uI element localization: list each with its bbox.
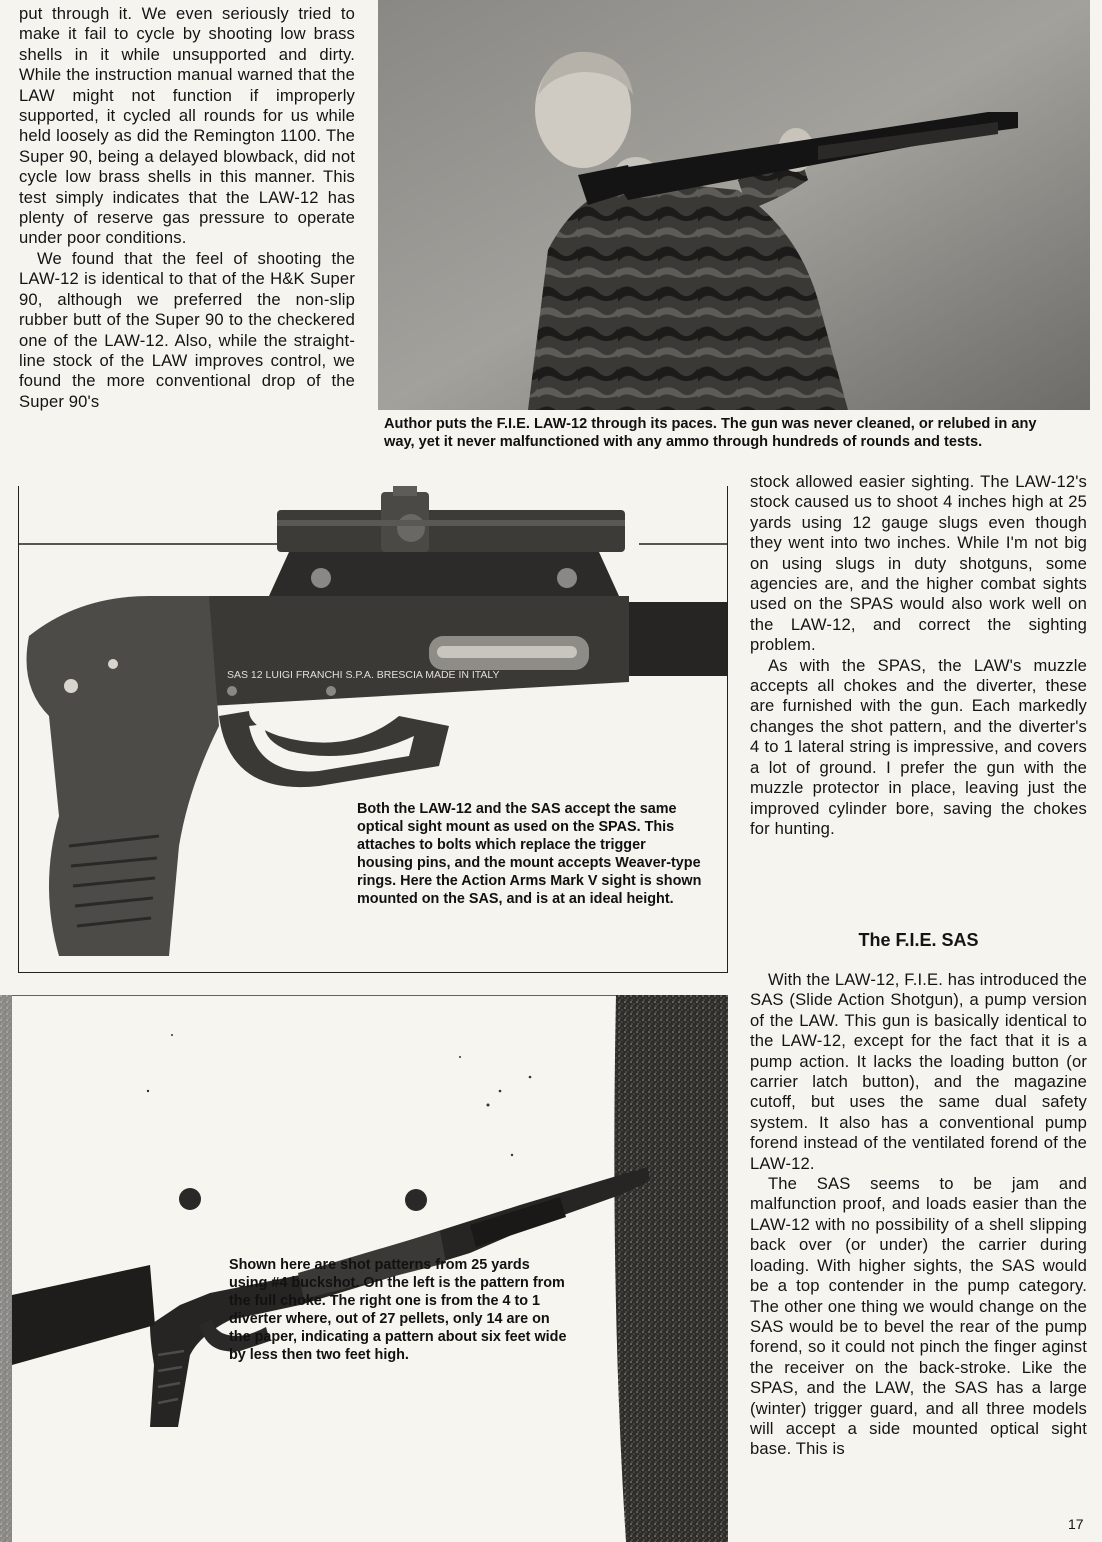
paragraph: With the LAW-12, F.I.E. has introduced the SAS (Slide Action Shotgun), a pump version of the LAW. This gun is basically identical to the LAW-12, except for the fact that it is a pump action. It lacks the loading button (or carrier latch button), and the magazine cutoff, but uses the same dual safety system. It also has a conventional pump forend instead of the ventilated forend of the LAW-12. <box>750 970 1087 1173</box>
photo-sas-sight-mount <box>18 486 728 973</box>
receiver-marking: SAS 12 LUIGI FRANCHI S.P.A. BRESCIA MADE IN ITALY <box>227 669 500 681</box>
paragraph: The SAS seems to be jam and malfunction proof, and loads easier than the LAW-12 with no possibility of a shell slipping back over (or under) the carrier during loading. With higher sights, the SAS would be a top contender in the pump category. The other one thing we would change on the SAS would be to bevel the rear of the pump forend, so it could not pinch the finger aginst the receiver on the back-stroke. Like the SPAS, and the LAW, the SAS has a large (winter) trigger guard, and all three models will accept a side mounted optical sight base. This is <box>750 1174 1087 1459</box>
left-column-text <box>19 4 355 412</box>
right-column-lower-text <box>750 970 1087 1460</box>
photo-author-shooting <box>378 0 1090 410</box>
section-heading: The F.I.E. SAS <box>858 930 979 950</box>
paragraph: We found that the feel of shooting the LAW-12 is identical to that of the H&K Super 90, although we preferred the non-slip rubber butt of the Super 90 to the checkered one of the LAW-12. Also, while the straight-line stock of the LAW improves control, we found the more conventional drop of the Super 90's <box>19 248 355 411</box>
photo-shot-patterns <box>0 995 728 1542</box>
paragraph: As with the SPAS, the LAW's muzzle accepts all chokes and the diverter, these are furnished with the gun. Each markedly changes the shot pattern, and the diverter's 4 to 1 lateral string is impressive, and covers a lot of ground. I prefer the gun with the muzzle protector in place, leaving just the improved cylinder bore, saving the chokes for hunting. <box>750 655 1087 838</box>
caption-sight-mount: Both the LAW-12 and the SAS accept the same optical sight mount as used on the SPAS. This attaches to bolts which replace the trigger housing pins, and the mount accepts Weaver-type rings. Here the Action Arms Mark V sight is shown mounted on the SAS, and is at an ideal height. <box>357 801 702 907</box>
paragraph: stock allowed easier sighting. The LAW-12's stock caused us to shoot 4 inches high at 25 yards using 12 gauge slugs even though they went into two inches. While I'm not big on using slugs in duty shotguns, some agencies are, and the higher combat sights used on the SPAS would also work well on the LAW-12, and correct the sighting problem. <box>750 472 1087 655</box>
author-shooting-image <box>378 0 1090 410</box>
page-number: 17 <box>1068 1516 1084 1532</box>
right-column-upper-text <box>750 472 1087 839</box>
paragraph: put through it. We even seriously tried to make it fail to cycle by shooting low brass shells in it while unsupported and dirty. While the instruction manual warned that the LAW might not function if improperly supported, it cycled all rounds for us while held loosely as did the Remington 1100. The Super 90, being a delayed blowback, did not cycle low brass shells in this manner. This test simply indicates that the LAW-12 has plenty of reserve gas pressure to operate under poor conditions. <box>19 4 355 248</box>
caption-shot-patterns: Shown here are shot patterns from 25 yards using #4 buckshot. On the left is the pattern from the full choke. The right one is from the 4 to 1 diverter where, out of 27 pellets, only 14 are on the paper, indicating a pattern about six feet wide by less then two feet high. <box>229 1257 567 1363</box>
caption-author-shooting: Author puts the F.I.E. LAW-12 through its paces. The gun was never cleaned, or relubed in any way, yet it never malfunctioned with any ammo through hundreds of rounds and tests. <box>384 416 1037 450</box>
